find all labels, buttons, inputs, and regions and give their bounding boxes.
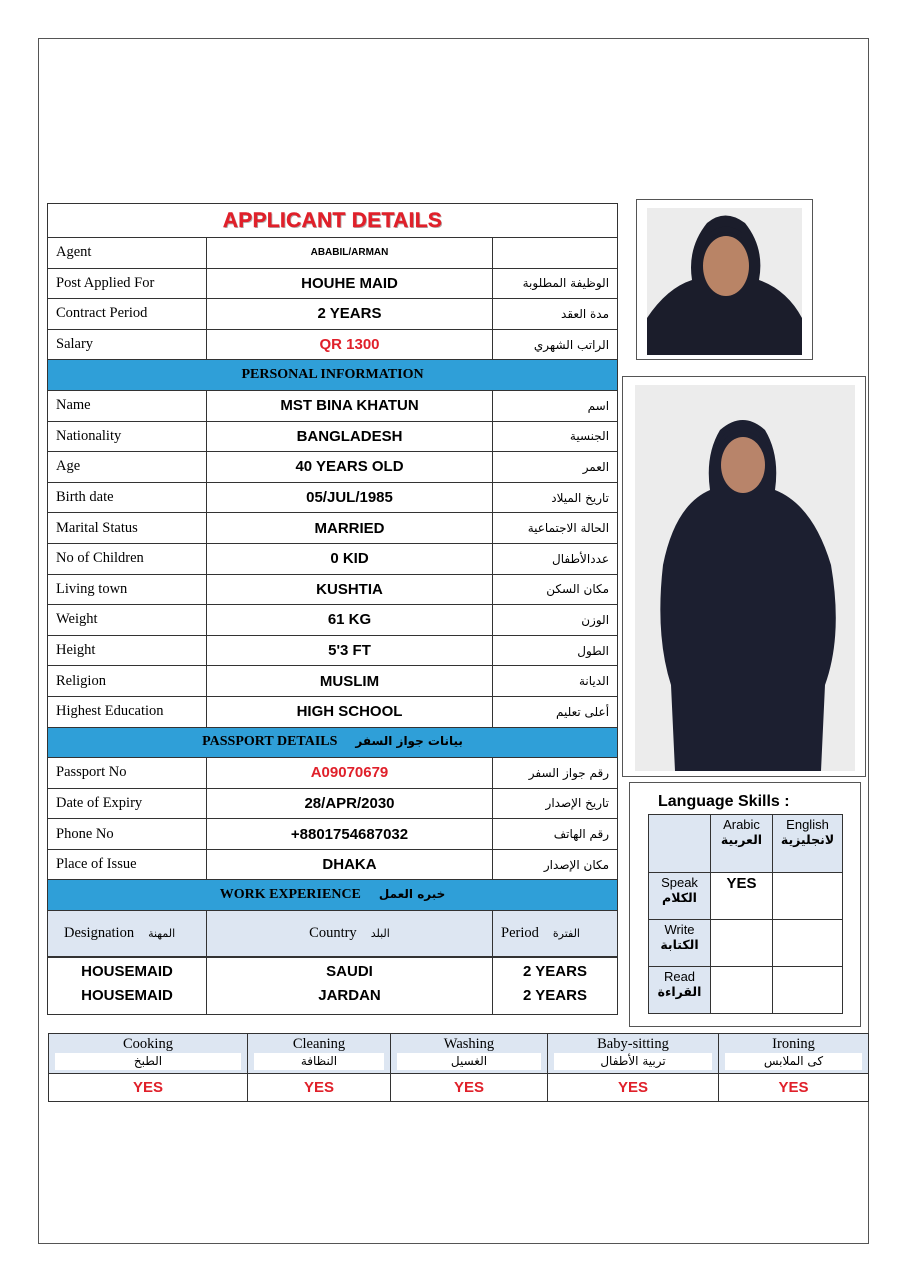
children-value: 0 KID	[207, 543, 493, 574]
country-header: Country البلد	[207, 911, 493, 957]
washing-value: YES	[391, 1074, 548, 1102]
age-value: 40 YEARS OLD	[207, 452, 493, 483]
passport-heading	[48, 727, 618, 758]
ironing-value: YES	[719, 1074, 869, 1102]
skills-table	[48, 1033, 869, 1102]
post-label: Post Applied For	[48, 268, 207, 299]
person-portrait-icon	[647, 208, 802, 355]
contract-arabic: مدة العقد	[493, 299, 618, 330]
work-column-headers	[48, 911, 618, 957]
cooking-value: YES	[49, 1074, 248, 1102]
religion-value: MUSLIM	[207, 666, 493, 697]
row-weight	[48, 605, 618, 636]
work-period: 2 YEARS	[493, 957, 618, 985]
row-salary	[48, 329, 618, 360]
expiry-value: 28/APR/2030	[207, 788, 493, 819]
agent-value: ABABIL/ARMAN	[207, 238, 493, 269]
row-living-town	[48, 574, 618, 605]
row-education	[48, 696, 618, 727]
work-country: JARDAN	[207, 985, 493, 1015]
religion-arabic: الديانة	[493, 666, 618, 697]
education-arabic: أعلى تعليم	[493, 696, 618, 727]
salary-label: Salary	[48, 329, 207, 360]
post-arabic: الوظيفة المطلوبة	[493, 268, 618, 299]
row-name	[48, 390, 618, 421]
passport-no-value: A09070679	[207, 758, 493, 789]
person-full-body-icon	[635, 385, 855, 771]
weight-value: 61 KG	[207, 605, 493, 636]
living-town-arabic: مكان السكن	[493, 574, 618, 605]
row-marital-status	[48, 513, 618, 544]
skill-baby-sitting: Baby-sitting تربية الأطفال	[548, 1034, 719, 1074]
weight-label: Weight	[48, 605, 207, 636]
period-header: Period الفترة	[493, 911, 618, 957]
education-label: Highest Education	[48, 696, 207, 727]
passport-heading-en: PASSPORT DETAILS	[202, 734, 338, 750]
expiry-label: Date of Expiry	[48, 788, 207, 819]
row-expiry	[48, 788, 618, 819]
skill-cooking: Cooking الطبخ	[49, 1034, 248, 1074]
passport-photo	[647, 208, 802, 355]
row-passport-no	[48, 758, 618, 789]
language-corner-cell	[649, 815, 711, 873]
applicant-details-table	[47, 203, 618, 1015]
read-row-label: Read القراءة	[649, 967, 711, 1014]
children-arabic: عددالأطفال	[493, 543, 618, 574]
age-arabic: العمر	[493, 452, 618, 483]
marital-status-value: MARRIED	[207, 513, 493, 544]
work-experience-heading	[48, 880, 618, 911]
expiry-arabic: تاريخ الإصدار	[493, 788, 618, 819]
write-arabic-value	[711, 920, 773, 967]
speak-english-value	[773, 873, 843, 920]
skill-washing: Washing الغسيل	[391, 1034, 548, 1074]
place-of-issue-label: Place of Issue	[48, 849, 207, 880]
height-arabic: الطول	[493, 635, 618, 666]
religion-label: Religion	[48, 666, 207, 697]
contract-value: 2 YEARS	[207, 299, 493, 330]
read-english-value	[773, 967, 843, 1014]
row-agent	[48, 238, 618, 269]
living-town-value: KUSHTIA	[207, 574, 493, 605]
row-height	[48, 635, 618, 666]
passport-photo-frame	[636, 199, 813, 360]
agent-label: Agent	[48, 238, 207, 269]
table-row	[48, 957, 618, 985]
full-body-photo	[635, 385, 855, 771]
height-label: Height	[48, 635, 207, 666]
phone-value: +8801754687032	[207, 819, 493, 850]
name-arabic: اسم	[493, 390, 618, 421]
read-arabic-value	[711, 967, 773, 1014]
agent-arabic	[493, 238, 618, 269]
salary-arabic: الراتب الشهري	[493, 329, 618, 360]
height-value: 5'3 FT	[207, 635, 493, 666]
skill-ironing: Ironing کی الملابس	[719, 1034, 869, 1074]
weight-arabic: الوزن	[493, 605, 618, 636]
speak-row-label: Speak الكلام	[649, 873, 711, 920]
phone-label: Phone No	[48, 819, 207, 850]
marital-status-label: Marital Status	[48, 513, 207, 544]
cleaning-value: YES	[248, 1074, 391, 1102]
row-birth-date	[48, 482, 618, 513]
work-country: SAUDI	[207, 957, 493, 985]
post-value: HOUHE MAID	[207, 268, 493, 299]
place-of-issue-value: DHAKA	[207, 849, 493, 880]
full-body-photo-frame	[622, 376, 866, 777]
birth-date-arabic: تاريخ الميلاد	[493, 482, 618, 513]
speak-arabic-value: YES	[711, 873, 773, 920]
work-designation: HOUSEMAID	[48, 957, 207, 985]
work-designation: HOUSEMAID	[48, 985, 207, 1015]
english-column-header: English لانجليزية	[773, 815, 843, 873]
skill-cleaning: Cleaning النظافة	[248, 1034, 391, 1074]
table-row	[48, 985, 618, 1015]
arabic-column-header: Arabic العربية	[711, 815, 773, 873]
language-skills-table	[648, 814, 843, 1014]
language-skills-title: Language Skills :	[658, 793, 790, 810]
write-row-label: Write الكتابة	[649, 920, 711, 967]
language-skills-box	[629, 782, 861, 1027]
birth-date-value: 05/JUL/1985	[207, 482, 493, 513]
passport-heading-ar: بيانات جواز السفر	[355, 734, 463, 749]
row-children	[48, 543, 618, 574]
contract-label: Contract Period	[48, 299, 207, 330]
row-phone	[48, 819, 618, 850]
nationality-label: Nationality	[48, 421, 207, 452]
page-title: APPLICANT DETAILS	[48, 204, 618, 238]
baby-sitting-value: YES	[548, 1074, 719, 1102]
place-of-issue-arabic: مكان الإصدار	[493, 849, 618, 880]
name-value: MST BINA KHATUN	[207, 390, 493, 421]
education-value: HIGH SCHOOL	[207, 696, 493, 727]
passport-no-arabic: رقم جواز السفر	[493, 758, 618, 789]
row-age	[48, 452, 618, 483]
row-contract	[48, 299, 618, 330]
work-heading-en: WORK EXPERIENCE	[219, 887, 361, 903]
row-nationality	[48, 421, 618, 452]
birth-date-label: Birth date	[48, 482, 207, 513]
row-religion	[48, 666, 618, 697]
designation-header: Designation المهنة	[48, 911, 207, 957]
name-label: Name	[48, 390, 207, 421]
nationality-value: BANGLADESH	[207, 421, 493, 452]
row-place-of-issue	[48, 849, 618, 880]
nationality-arabic: الجنسية	[493, 421, 618, 452]
work-period: 2 YEARS	[493, 985, 618, 1015]
phone-arabic: رقم الهاتف	[493, 819, 618, 850]
work-heading-ar: خبره العمل	[378, 887, 446, 902]
personal-info-heading: PERSONAL INFORMATION	[48, 360, 618, 391]
age-label: Age	[48, 452, 207, 483]
marital-status-arabic: الحالة الاجتماعية	[493, 513, 618, 544]
living-town-label: Living town	[48, 574, 207, 605]
children-label: No of Children	[48, 543, 207, 574]
row-post	[48, 268, 618, 299]
write-english-value	[773, 920, 843, 967]
passport-no-label: Passport No	[48, 758, 207, 789]
salary-value: QR 1300	[207, 329, 493, 360]
